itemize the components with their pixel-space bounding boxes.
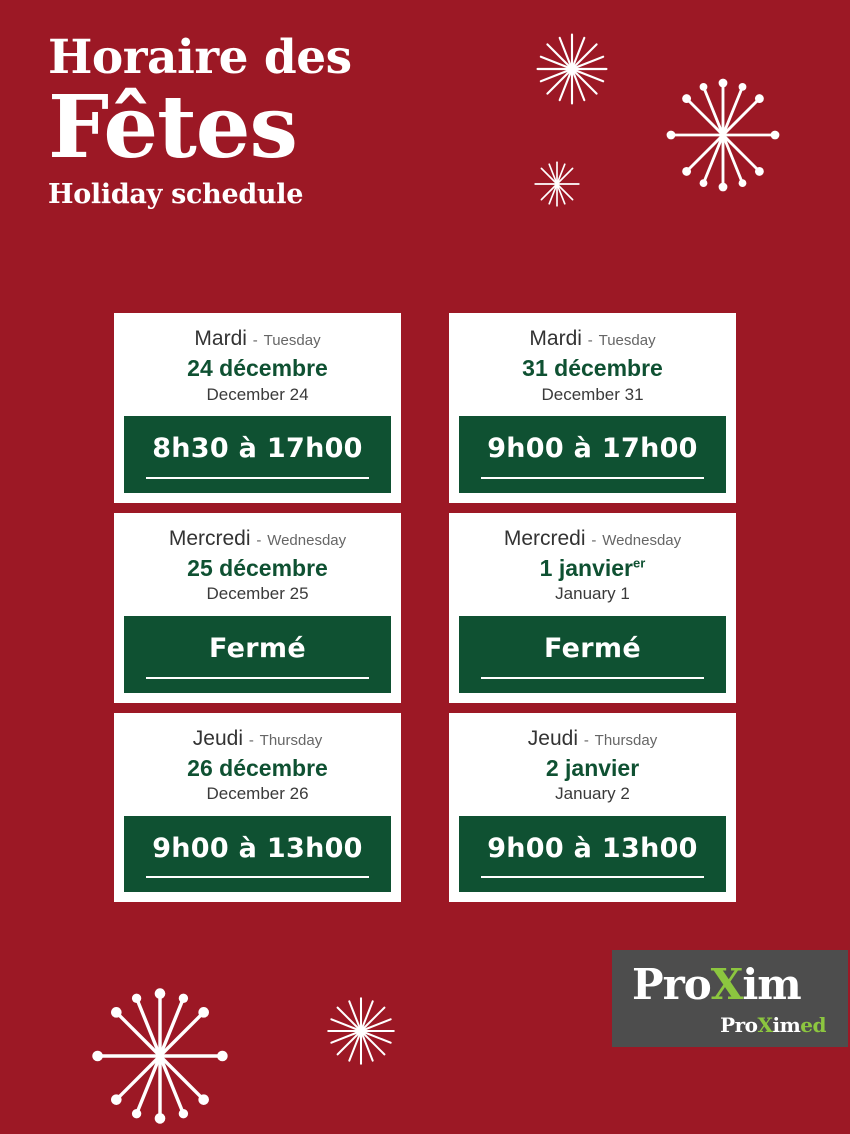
- subtitle-english: Holiday schedule: [48, 179, 304, 211]
- day-name-en: Thursday: [594, 731, 658, 749]
- date-en: December 31: [541, 384, 644, 404]
- date-fr: [459, 555, 726, 581]
- date-fr-text: 2 janvier: [545, 754, 640, 781]
- schedule-grid: [114, 313, 736, 912]
- snowflake-top-small-icon: [531, 28, 613, 110]
- schedule-row: [114, 513, 736, 703]
- schedule-row: [114, 313, 736, 503]
- logo-text-before: Pro: [632, 960, 711, 1009]
- card-hours-block: [459, 416, 726, 493]
- day-name-fr: Jeudi: [527, 726, 578, 750]
- card-date-block: [114, 313, 401, 416]
- day-separator: -: [256, 531, 262, 549]
- date-fr: [124, 755, 391, 781]
- day-separator: -: [587, 332, 593, 349]
- schedule-card: [114, 313, 401, 503]
- hours-text: 9h00 à 13h00: [487, 832, 698, 864]
- day-line: [459, 527, 726, 550]
- hours-text: 9h00 à 17h00: [487, 433, 698, 465]
- card-date-block: [449, 513, 736, 616]
- card-hours-block: [124, 416, 391, 493]
- title-line-1: Horaire des: [48, 30, 352, 85]
- schedule-card: [449, 713, 736, 903]
- day-line: [459, 327, 726, 350]
- date-en: December 26: [206, 784, 309, 804]
- snowflake-top-large-icon: [658, 70, 788, 200]
- card-date-block: [449, 313, 736, 416]
- date-fr: [459, 355, 726, 381]
- date-fr-ordinal: er: [633, 555, 646, 571]
- date-fr: [459, 755, 726, 781]
- date-en: December 24: [206, 384, 309, 404]
- card-hours-block: [459, 616, 726, 693]
- hours-text: Fermé: [544, 632, 641, 664]
- date-en: January 1: [555, 584, 630, 604]
- day-line: [459, 727, 726, 750]
- day-separator: -: [591, 531, 597, 549]
- day-name-fr: Mercredi: [168, 526, 251, 550]
- date-fr-text: 31 décembre: [522, 355, 663, 382]
- day-separator: -: [252, 332, 258, 349]
- brand-logo: [612, 950, 848, 1047]
- hours-text: 9h00 à 13h00: [152, 832, 363, 864]
- card-hours-block: [124, 816, 391, 893]
- date-fr: [124, 555, 391, 581]
- schedule-card: [449, 513, 736, 703]
- day-name-fr: Jeudi: [192, 726, 243, 750]
- hours-underline: [481, 477, 704, 479]
- card-date-block: [114, 513, 401, 616]
- hours-underline: [146, 477, 369, 479]
- date-en: January 2: [555, 784, 630, 804]
- day-name-en: Tuesday: [263, 332, 321, 349]
- poster-header: [48, 30, 508, 211]
- date-fr: [124, 355, 391, 381]
- day-name-fr: Mardi: [529, 327, 582, 350]
- subbrand-before: Pro: [720, 1013, 758, 1037]
- day-line: [124, 327, 391, 350]
- schedule-card: [114, 513, 401, 703]
- day-name-en: Wednesday: [267, 531, 347, 549]
- hours-underline: [146, 677, 369, 679]
- card-date-block: [449, 713, 736, 816]
- day-line: [124, 527, 391, 550]
- subbrand-end: ed: [800, 1013, 826, 1037]
- subbrand-mid: im: [772, 1013, 801, 1037]
- logo-text-after: im: [742, 960, 801, 1009]
- day-name-fr: Mardi: [194, 327, 247, 350]
- day-name-en: Tuesday: [598, 332, 656, 349]
- day-separator: -: [583, 731, 589, 749]
- hours-text: Fermé: [209, 632, 306, 664]
- date-en: December 25: [206, 584, 309, 604]
- logo-wordmark: [632, 960, 801, 1009]
- hours-text: 8h30 à 17h00: [152, 433, 363, 465]
- date-fr-text: 24 décembre: [187, 355, 328, 382]
- card-hours-block: [459, 816, 726, 893]
- logo-x-icon: X: [710, 960, 743, 1009]
- snowflake-top-tiny-icon: [531, 158, 583, 210]
- logo-subbrand: [720, 1013, 826, 1037]
- title-line-2: Fêtes: [48, 77, 297, 178]
- hours-underline: [481, 876, 704, 878]
- day-name-fr: Mercredi: [503, 526, 586, 550]
- subbrand-x-icon: X: [757, 1013, 773, 1037]
- schedule-card: [449, 313, 736, 503]
- hours-underline: [146, 876, 369, 878]
- day-line: [124, 727, 391, 750]
- hours-underline: [481, 677, 704, 679]
- day-name-en: Wednesday: [602, 531, 682, 549]
- day-separator: -: [248, 731, 254, 749]
- date-fr-text: 26 décembre: [187, 754, 328, 781]
- date-fr-text: 1 janvier: [539, 554, 634, 581]
- snowflake-bottom-large-icon: [82, 978, 238, 1134]
- day-name-en: Thursday: [259, 731, 323, 749]
- schedule-row: [114, 713, 736, 903]
- schedule-card: [114, 713, 401, 903]
- snowflake-bottom-small-icon: [322, 992, 400, 1070]
- card-hours-block: [124, 616, 391, 693]
- card-date-block: [114, 713, 401, 816]
- date-fr-text: 25 décembre: [187, 554, 328, 581]
